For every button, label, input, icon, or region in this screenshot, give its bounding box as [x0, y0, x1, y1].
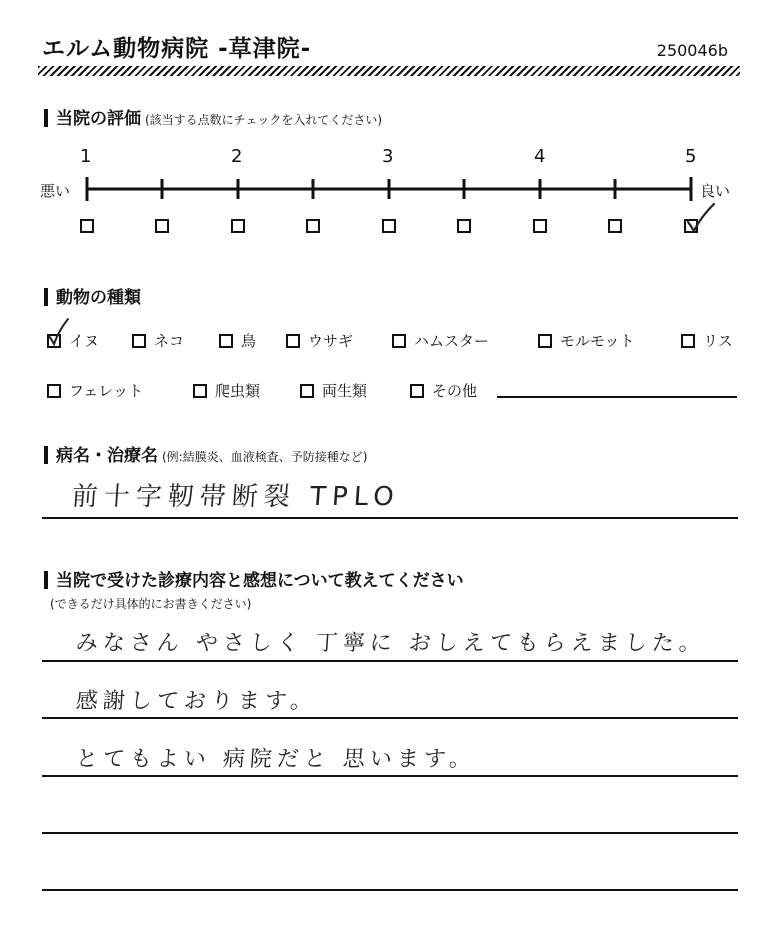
rating-heading: 当院の評価 — [56, 109, 141, 129]
feedback-rule-4 — [42, 832, 738, 834]
species-option-hamster[interactable] — [392, 330, 489, 351]
form-title: エルム動物病院 -草津院- — [42, 36, 312, 62]
rating-checkbox-3[interactable] — [382, 219, 396, 233]
rating-checkbox-4-5[interactable] — [608, 219, 622, 233]
rating-checkbox-1-5[interactable] — [155, 219, 169, 233]
header-divider — [38, 66, 740, 76]
species-label-bird: 鳥 — [241, 332, 257, 350]
feedback-line-3[interactable]: とてもよい 病院だと 思います。 — [74, 747, 477, 772]
scale-label-2: 2 — [231, 146, 243, 167]
species-label-cat: ネコ — [154, 332, 185, 350]
diagnosis-heading-row — [44, 441, 367, 466]
scale-high-label: 良い — [700, 182, 731, 200]
species-label-dog: イヌ — [69, 332, 100, 350]
species-checkbox-reptile[interactable] — [193, 384, 207, 398]
rating-checkbox-4[interactable] — [533, 219, 547, 233]
rating-scale-axis — [80, 174, 700, 204]
rating-checkbox-3-5[interactable] — [457, 219, 471, 233]
species-label-other: その他 — [432, 382, 478, 400]
species-checkbox-cat[interactable] — [132, 334, 146, 348]
species-label-rabbit: ウサギ — [308, 332, 354, 350]
feedback-line-1[interactable]: みなさん やさしく 丁寧に おしえてもらえました。 — [74, 631, 707, 656]
section-marker — [44, 288, 48, 306]
species-heading-row — [44, 283, 141, 308]
check-mark-icon — [682, 200, 718, 236]
species-checkbox-squirrel[interactable] — [681, 334, 695, 348]
species-option-amphibian[interactable] — [300, 380, 367, 401]
rating-instruction: (該当する点数にチェックを入れてください) — [145, 113, 383, 127]
section-marker — [44, 571, 48, 589]
diagnosis-input-line — [42, 517, 738, 519]
species-label-ferret: フェレット — [69, 382, 144, 400]
rating-heading-row — [44, 104, 382, 129]
feedback-rule-1 — [42, 660, 738, 662]
scale-label-4: 4 — [534, 146, 546, 167]
species-label-guinea-pig: モルモット — [560, 332, 635, 350]
rating-checkbox-1[interactable] — [80, 219, 94, 233]
species-checkbox-hamster[interactable] — [392, 334, 406, 348]
species-checkbox-rabbit[interactable] — [286, 334, 300, 348]
species-checkbox-ferret[interactable] — [47, 384, 61, 398]
scale-label-5: 5 — [685, 146, 697, 167]
species-option-bird[interactable] — [219, 330, 256, 351]
species-option-squirrel[interactable] — [681, 330, 733, 351]
feedback-rule-5 — [42, 889, 738, 891]
scale-label-3: 3 — [382, 146, 394, 167]
species-checkbox-other[interactable] — [410, 384, 424, 398]
feedback-note: (できるだけ具体的にお書きください) — [50, 597, 252, 611]
feedback-line-2[interactable]: 感謝しております。 — [74, 689, 318, 714]
species-option-cat[interactable] — [132, 330, 184, 351]
section-marker — [44, 446, 48, 464]
check-mark-icon — [44, 316, 72, 346]
scale-label-1: 1 — [80, 146, 92, 167]
species-label-reptile: 爬虫類 — [215, 382, 261, 400]
species-option-ferret[interactable] — [47, 380, 143, 401]
rating-checkbox-2-5[interactable] — [306, 219, 320, 233]
diagnosis-answer[interactable]: 前十字靭帯断裂 TPLO — [70, 482, 401, 512]
species-label-hamster: ハムスター — [414, 332, 490, 350]
form-id: 250046b — [656, 41, 728, 60]
species-other-input-line[interactable] — [497, 396, 737, 398]
scale-low-label: 悪い — [40, 182, 71, 200]
diagnosis-heading: 病名・治療名 — [56, 446, 158, 466]
feedback-rule-3 — [42, 775, 738, 777]
species-checkbox-guinea-pig[interactable] — [538, 334, 552, 348]
species-heading: 動物の種類 — [56, 288, 141, 308]
species-option-other[interactable] — [410, 380, 477, 401]
rating-checkbox-2[interactable] — [231, 219, 245, 233]
species-label-amphibian: 両生類 — [322, 382, 368, 400]
feedback-heading-row — [44, 566, 464, 591]
feedback-rule-2 — [42, 717, 738, 719]
species-option-rabbit[interactable] — [286, 330, 353, 351]
feedback-heading: 当院で受けた診療内容と感想について教えてください — [56, 571, 464, 591]
species-checkbox-amphibian[interactable] — [300, 384, 314, 398]
species-checkbox-bird[interactable] — [219, 334, 233, 348]
species-option-guinea-pig[interactable] — [538, 330, 635, 351]
species-option-reptile[interactable] — [193, 380, 260, 401]
species-label-squirrel: リス — [703, 332, 733, 350]
section-marker — [44, 109, 48, 127]
diagnosis-example: (例:結膜炎、血液検査、予防接種など) — [162, 450, 368, 464]
